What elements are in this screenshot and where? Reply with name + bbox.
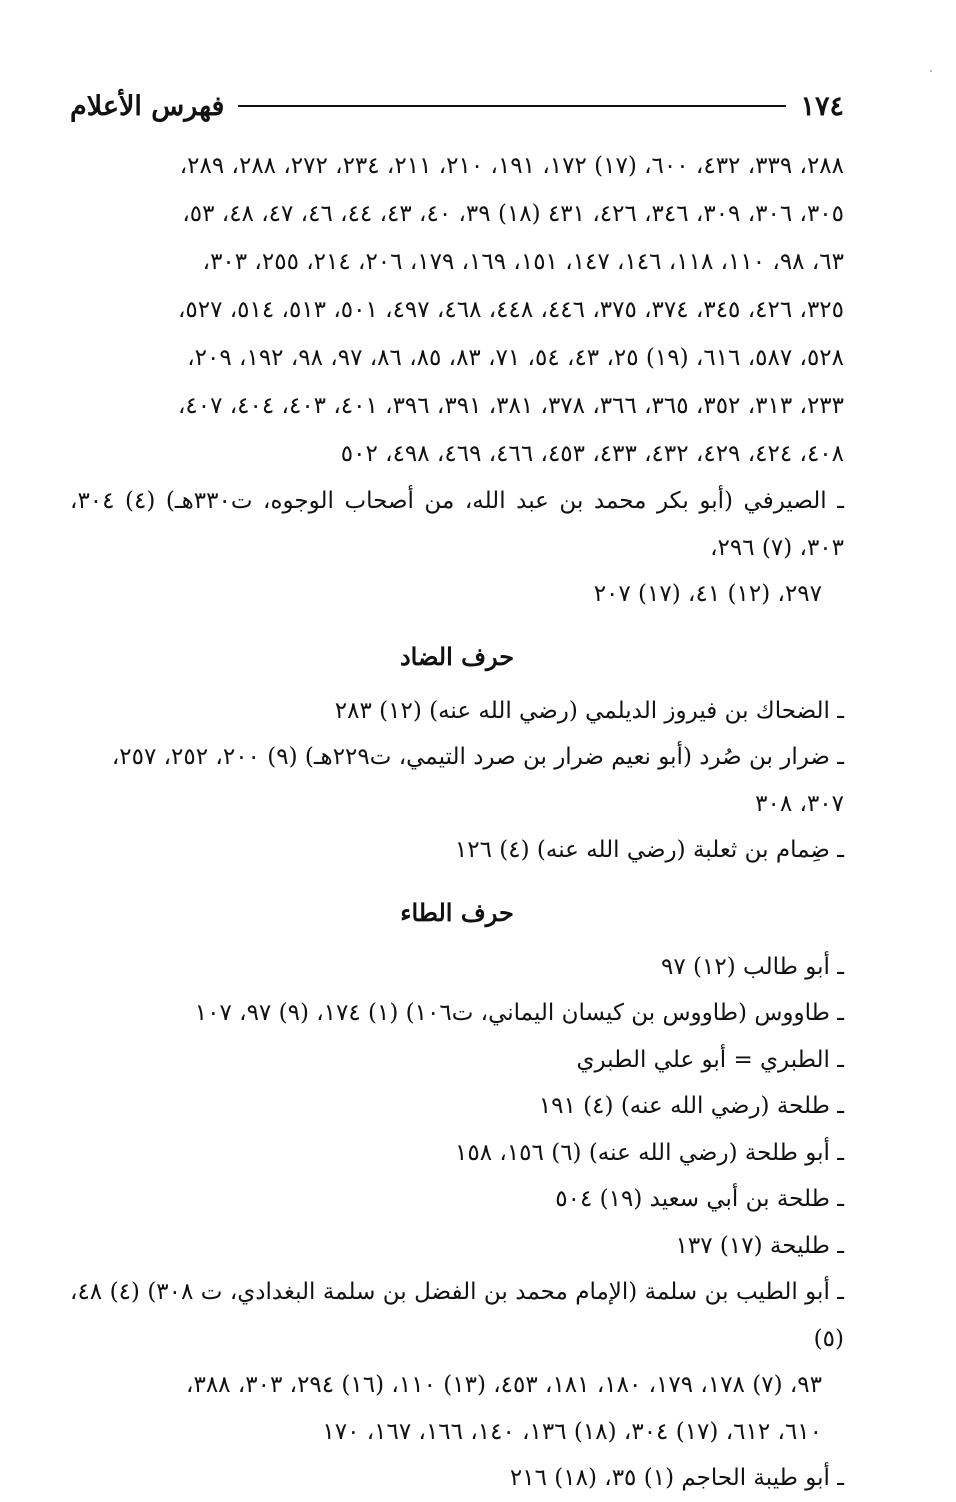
index-line: ٤٠٨، ٤٢٤، ٤٢٩، ٤٣٢، ٤٣٣، ٤٥٣، ٤٦٦، ٤٦٩، ٤٩٨، ٥٠٢ [340, 441, 844, 467]
entry-line: ٩٣، (٧) ١٧٨، ١٧٩، ١٨٠، ١٨١، ٤٥٣، (١٣) ١١٠، (١٦) ٢٩٤، ٣٠٣، ٣٨٨، [186, 1372, 822, 1398]
scan-speck [930, 70, 932, 72]
entry-line: ـ أبو الطيب بن سلمة (الإمام محمد بن الفضل بن سلمة البغدادي، ت ٣٠٨) (٤) ٤٨، (٥) [70, 1279, 844, 1352]
page-number: ١٧٤ [800, 90, 844, 122]
index-line: ٣٢٥، ٤٢٦، ٣٤٥، ٣٧٤، ٣٧٥، ٤٤٦، ٤٤٨، ٤٦٨، ٤٩٧، ٥٠١، ٥١٣، ٥١٤، ٥٢٧، [177, 297, 844, 323]
index-entry: ـ ضرار بن صُرد (أبو نعيم ضرار بن صرد التيمي، ت٢٢٩هـ) (٩) ٢٠٠، ٢٥٢، ٢٥٧، ٣٠٧، ٣٠٨ [111, 744, 844, 817]
index-entry: ـ أبو طلحة (رضي الله عنه) (٦) ١٥٦، ١٥٨ [455, 1139, 844, 1166]
index-entry-sayrafi [70, 478, 844, 618]
index-entry: ـ أبو طالب (١٢) ٩٧ [661, 953, 844, 980]
index-entry: ـ الضحاك بن فيروز الديلمي (رضي الله عنه) (١٢) ٢٨٣ [334, 697, 844, 724]
index-entry: ـ طلحة (رضي الله عنه) (٤) ١٩١ [538, 1093, 844, 1119]
index-line: ٥٢٨، ٥٨٧، ٦١٦، (١٩) ٢٥، ٤٣، ٥٤، ٧١، ٨٣، ٨٥، ٨٦، ٩٧، ٩٨، ١٩٢، ٢٠٩، [187, 345, 844, 371]
index-entry: ـ الطبري = أبو علي الطبري [576, 1046, 844, 1073]
index-entry: ـ طلحة بن أبي سعيد (١٩) ٥٠٤ [555, 1186, 844, 1212]
continued-entry [70, 142, 844, 478]
section-heading-ta: حرف الطاء [400, 897, 514, 927]
index-entry: ـ طليحة (١٧) ١٣٧ [675, 1232, 844, 1259]
index-line: ٢٨٨، ٣٣٩، ٤٣٢، ٦٠٠، (١٧) ١٧٢، ١٩١، ٢١٠، ٢١١، ٢٣٤، ٢٧٢، ٢٨٨، ٢٨٩، [179, 153, 844, 179]
section-heading-dad: حرف الضاد [399, 641, 515, 671]
index-line: ٣٠٥، ٣٠٦، ٣٠٩، ٣٤٦، ٤٢٦، ٤٣١ (١٨) ٣٩، ٤٠، ٤٣، ٤٤، ٤٦، ٤٧، ٤٨، ٥٣، [182, 201, 844, 227]
index-body [70, 142, 844, 1502]
header-rule [238, 105, 786, 107]
index-entry-abu-tayyib [70, 1269, 844, 1455]
running-title: فهرس الأعلام [70, 90, 225, 122]
index-entry: ـ طاووس (طاووس بن كيسان اليماني، ت١٠٦) (١) ١٧٤، (٩) ٩٧، ١٠٧ [194, 1000, 844, 1026]
index-line: ٢٣٣، ٣١٣، ٣٥٢، ٣٦٥، ٣٦٦، ٣٧٨، ٣٨١، ٣٩١، ٣٩٦، ٤٠١، ٤٠٣، ٤٠٤، ٤٠٧، [177, 393, 844, 419]
index-entry: ـ ضِمام بن ثعلبة (رضي الله عنه) (٤) ١٢٦ [454, 837, 844, 863]
page-header [70, 86, 844, 126]
index-entry: ـ أبو طيبة الحاجم (١) ٣٥، (١٨) ٢١٦ [509, 1465, 844, 1491]
entry-line: ٦١٠، ٦١٢، (١٧) ٣٠٤، (١٨) ١٣٦، ١٤٠، ١٦٦، ١٦٧، ١٧٠ [322, 1418, 822, 1445]
entry-line: ـ الصيرفي (أبو بكر محمد بن عبد الله، من أصحاب الوجوه، ت٣٣٠هـ) (٤) ٣٠٤، ٣٠٣، (٧) ٢٩٦، [70, 488, 844, 561]
index-line: ٦٣، ٩٨، ١١٠، ١١٨، ١٤٦، ١٤٧، ١٥١، ١٦٩، ١٧٩، ٢٠٦، ٢١٤، ٢٥٥، ٣٠٣، [202, 249, 844, 275]
entry-line: ٢٩٧، (١٢) ٤١، (١٧) ٢٠٧ [593, 581, 822, 607]
